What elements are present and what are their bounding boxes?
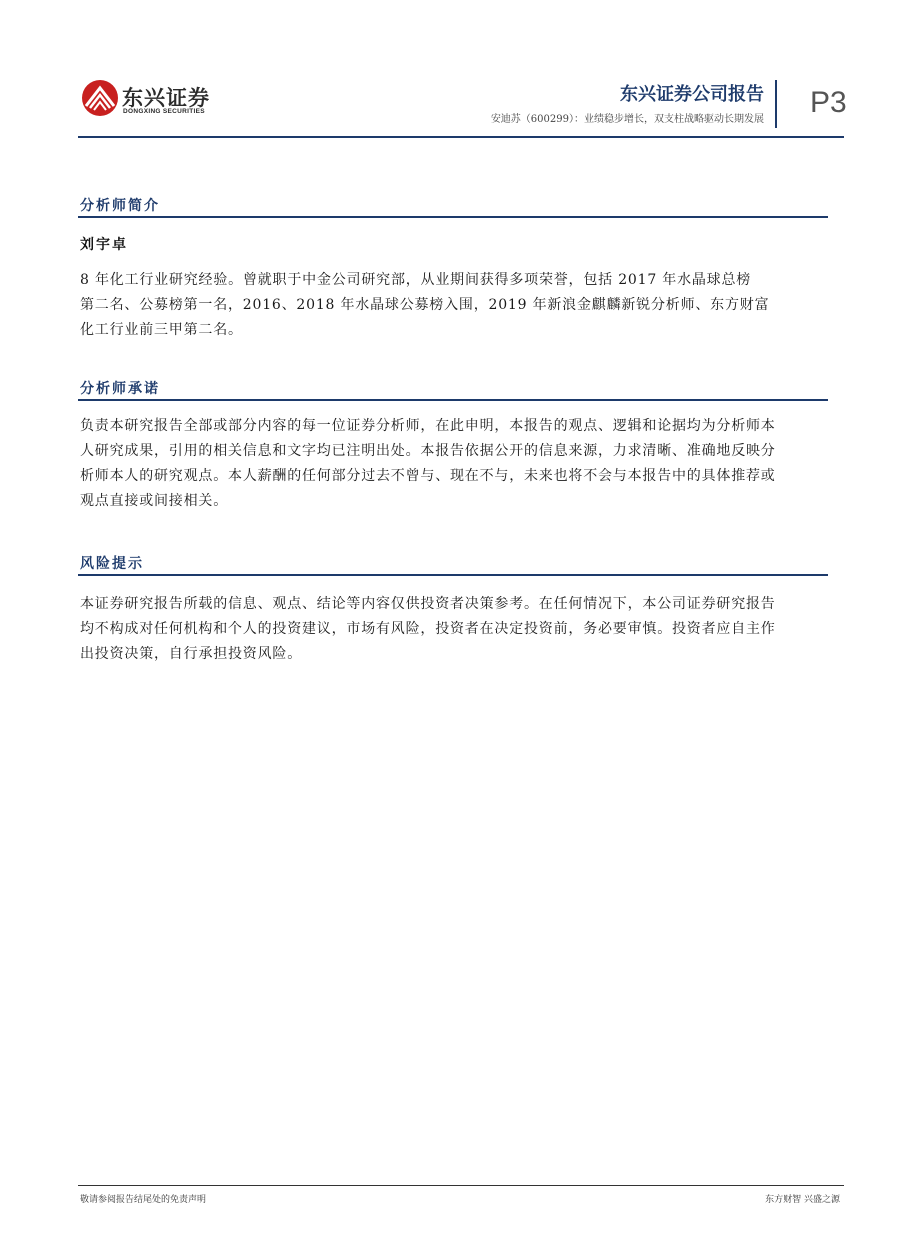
section-title-analyst-intro: 分析师简介 [80,198,160,214]
page-number: P3 [810,86,847,119]
paragraph-line: 观点直接或间接相关。 [80,493,228,509]
section-title-risk: 风险提示 [80,556,144,572]
section-rule [78,399,828,401]
company-logo [80,78,220,124]
footer-slogan: 东方财智 兴盛之源 [765,1195,840,1205]
logo-chinese-name: 东兴证券 [122,86,210,110]
report-subtitle: 安迪苏（600299）：业绩稳步增长，双支柱战略驱动长期发展 [490,114,764,125]
analyst-bio [80,268,846,343]
section-rule [78,216,828,218]
section-title-commitment: 分析师承诺 [80,381,160,397]
paragraph-line: 均不构成对任何机构和个人的投资建议，市场有风险，投资者在决定投资前，务必要审慎。投资者应自主作 [80,621,776,637]
paragraph-line: 析师本人的研究观点。本人薪酬的任何部分过去不曾与、现在不与，未来也将不会与本报告中的具体推荐或 [80,468,776,484]
report-title: 东兴证券公司报告 [620,84,764,105]
risk-text [80,592,846,667]
paragraph-line: 人研究成果，引用的相关信息和文字均已注明出处。本报告依据公开的信息来源，力求清晰、准确地反映分 [80,443,776,459]
header-rule [78,136,844,138]
paragraph-line: 负责本研究报告全部或部分内容的每一位证券分析师，在此申明，本报告的观点、逻辑和论据均为分析师本 [80,418,776,434]
paragraph-line: 出投资决策，自行承担投资风险。 [80,646,302,662]
section-rule [78,574,828,576]
page-header [0,0,920,140]
analyst-name: 刘宇卓 [80,237,128,253]
dongxing-logo-icon [80,78,120,118]
paragraph-line: 本证券研究报告所载的信息、观点、结论等内容仅供投资者决策参考。在任何情况下，本公司证券研究报告 [80,596,776,612]
paragraph-line: 化工行业前三甲第二名。 [80,322,243,338]
header-divider [775,80,777,128]
footer-disclaimer: 敬请参阅报告结尾处的免责声明 [80,1195,207,1205]
footer-rule [78,1185,844,1186]
paragraph-line: 第二名、公募榜第一名，2016、2018 年水晶球公募榜入围，2019 年新浪金麒麟新锐分析师、东方财富 [80,297,770,313]
paragraph-line: 8 年化工行业研究经验。曾就职于中金公司研究部，从业期间获得多项荣誉，包括 2017 年水晶球总榜 [80,272,752,288]
commitment-text [80,414,846,514]
logo-english-name: DONGXING SECURITIES [123,108,205,115]
